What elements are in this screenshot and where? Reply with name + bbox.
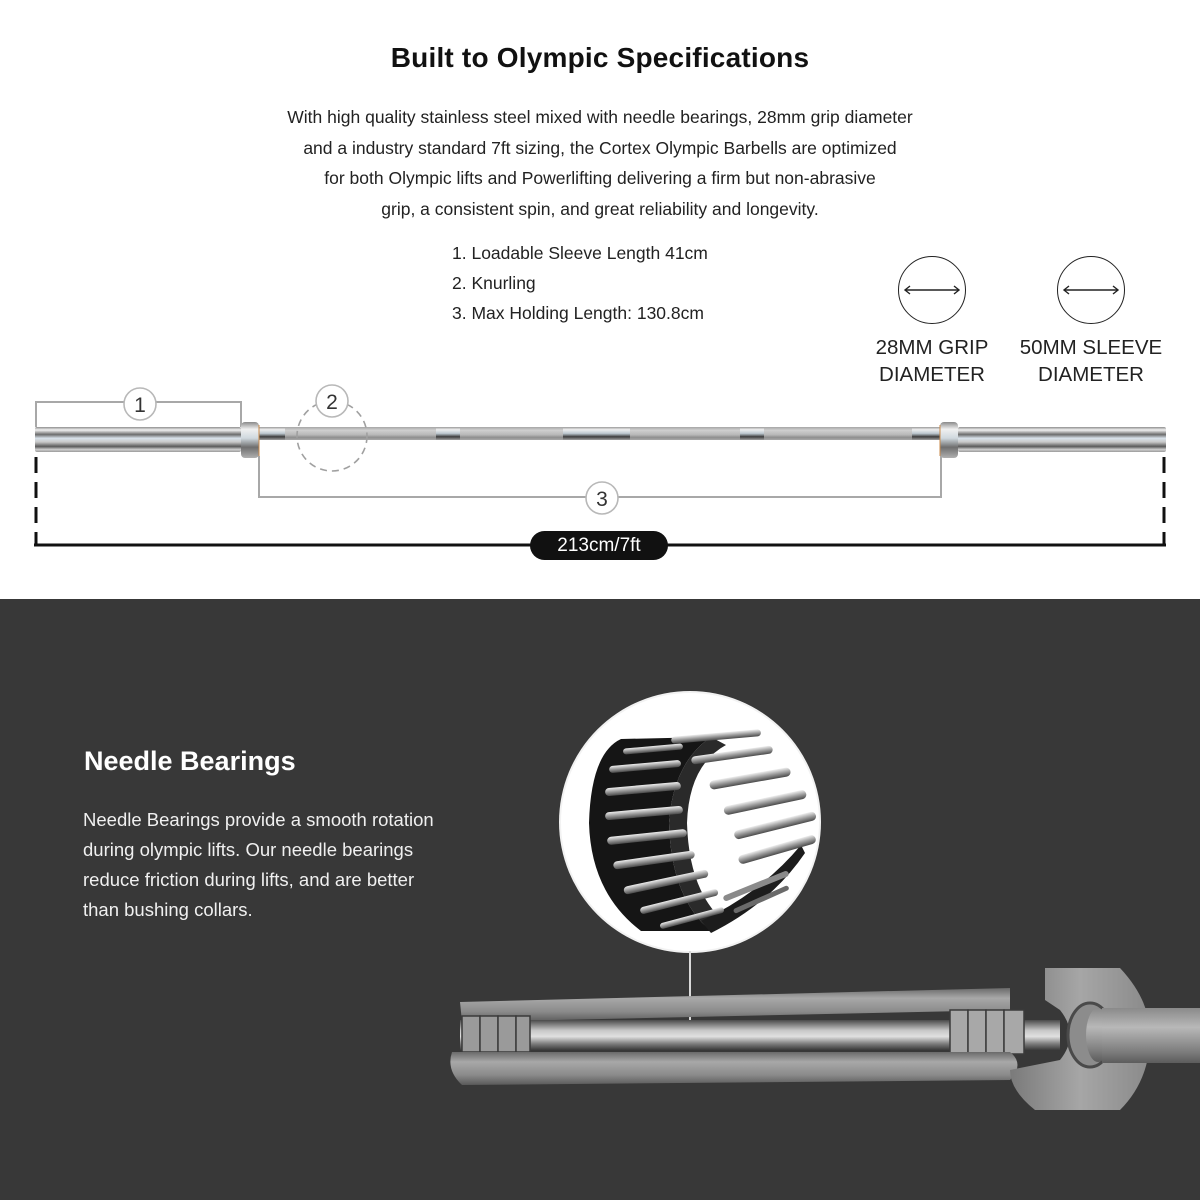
description-line: Needle Bearings provide a smooth rotation — [83, 809, 434, 830]
grip-diameter-spec — [847, 256, 1017, 388]
right-sleeve — [958, 427, 1166, 452]
sleeve-cutaway-image — [450, 960, 1200, 1120]
intro-paragraph — [200, 102, 1000, 224]
needle-bearing-closeup-image — [561, 693, 819, 951]
left-collar — [241, 422, 259, 458]
needle-bearings-title: Needle Bearings — [84, 746, 296, 776]
description-line: during olympic lifts. Our needle bearings — [83, 839, 414, 860]
knurl-segment — [285, 427, 436, 440]
intro-line: for both Olympic lifts and Powerlifting delivering a firm but non-abrasive — [324, 168, 876, 188]
section-title: Built to Olympic Specifications — [390, 42, 810, 73]
diameter-arrow-icon — [898, 256, 966, 324]
total-length-badge: 213cm/7ft — [530, 531, 668, 560]
right-collar — [940, 422, 958, 458]
diameter-label-line: 50MM SLEEVE — [1019, 336, 1163, 359]
diameter-label-line: 28MM GRIP — [875, 336, 989, 359]
sleeve-diameter-spec — [1006, 256, 1176, 388]
specifications-section — [0, 0, 1200, 599]
intro-line: and a industry standard 7ft sizing, the Cortex Olympic Barbells are optimized — [303, 137, 897, 158]
knurl-segment — [460, 427, 563, 440]
intro-line: With high quality stainless steel mixed with needle bearings, 28mm grip diameter — [287, 107, 913, 127]
diameter-label-line: DIAMETER — [879, 363, 985, 386]
intro-line: grip, a consistent spin, and great reliability and longevity. — [381, 198, 819, 219]
spec-list — [452, 238, 812, 328]
spec-item: 2. Knurling — [452, 273, 536, 293]
spec-item: 3. Max Holding Length: 130.8cm — [452, 303, 704, 323]
spec-item: 1. Loadable Sleeve Length 41cm — [452, 243, 708, 263]
description-line: than bushing collars. — [83, 899, 253, 920]
knurl-segment — [630, 427, 740, 440]
needle-bearings-description — [83, 805, 513, 925]
diameter-label-line: DIAMETER — [1038, 363, 1144, 386]
callout-2-label: 2 — [326, 391, 338, 414]
left-sleeve — [35, 427, 241, 452]
callout-3-label: 3 — [596, 488, 608, 511]
callout-1-label: 1 — [134, 394, 146, 417]
knurl-segment — [764, 427, 912, 440]
description-line: reduce friction during lifts, and are better — [83, 869, 415, 890]
diameter-arrow-icon — [1057, 256, 1125, 324]
